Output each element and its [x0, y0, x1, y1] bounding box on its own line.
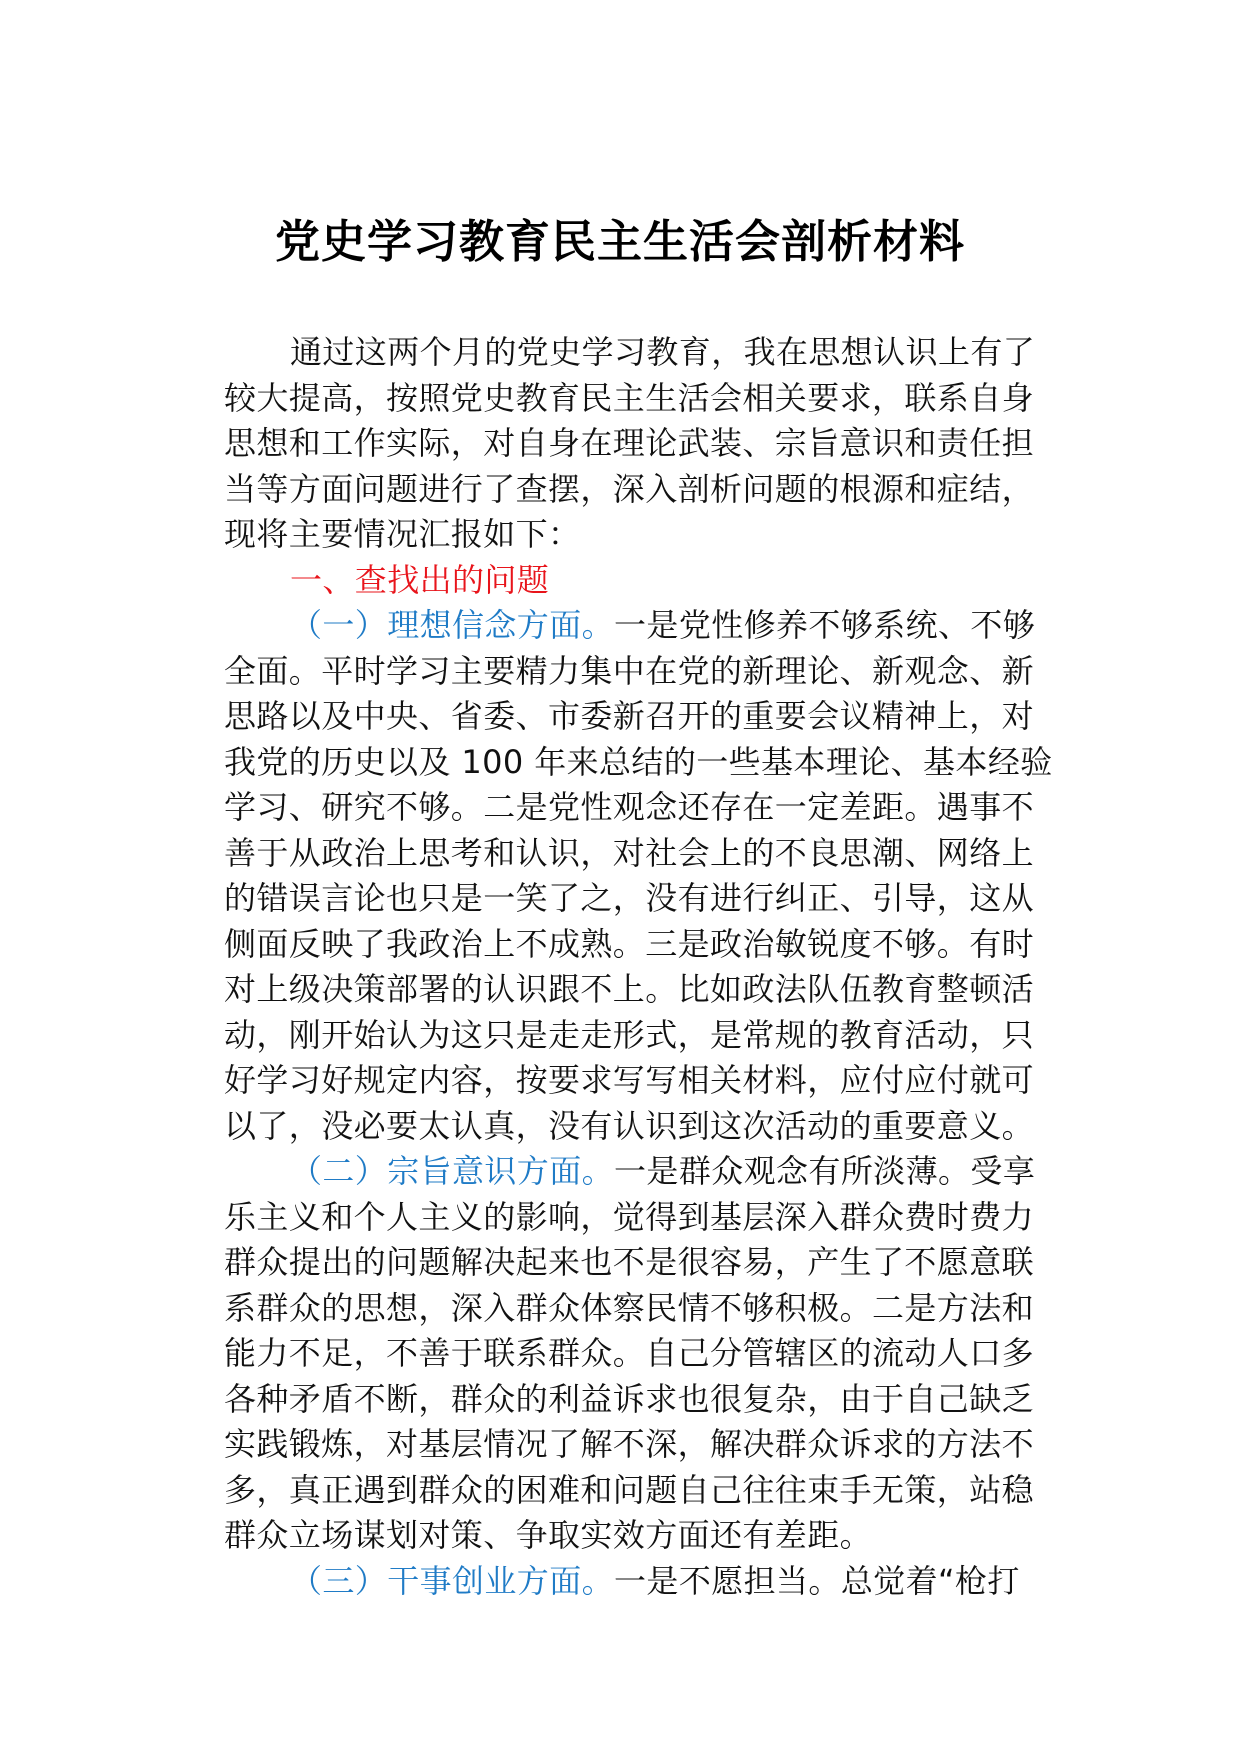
subsection-text: 一是群众观念有所淡薄。受享 [614, 1152, 1036, 1190]
subsection-first-line [224, 1149, 1086, 1195]
intro-line: 当等方面问题进行了查摆，深入剖析问题的根源和症结， [224, 469, 1035, 508]
subsection-first-line [224, 603, 1086, 649]
body-line: 乐主义和个人主义的影响，觉得到基层深入群众费时费力 [224, 1197, 1035, 1236]
intro-line: 通过这两个月的党史学习教育，我在思想认识上有了 [290, 333, 1036, 371]
intro-line: 较大提高，按照党史教育民主生活会相关要求，联系自身 [224, 378, 1035, 417]
body-line: 我党的历史以及 100 年来总结的一些基本理论、基本经验 [224, 742, 1053, 781]
section-heading-problems: 一、查找出的问题 [290, 560, 550, 599]
body-line: 系群众的思想，深入群众体察民情不够积极。二是方法和 [224, 1288, 1035, 1327]
body-line: 各种矛盾不断，群众的利益诉求也很复杂，由于自己缺乏 [224, 1379, 1035, 1418]
subsection-heading: （一）理想信念方面。 [290, 606, 615, 644]
subsection-entrepreneurship [224, 1559, 1086, 1605]
subsection-text: 一是不愿担当。总觉着“枪打 [614, 1561, 1020, 1600]
subsection-first-line [224, 1559, 1086, 1605]
body-line: 思路以及中央、省委、市委新召开的重要会议精神上，对 [224, 697, 1035, 735]
body-line: 多，真正遇到群众的困难和问题自己往往束手无策，站稳 [224, 1470, 1035, 1509]
body-line: 好学习好规定内容，按要求写写相关材料，应付应付就可 [224, 1061, 1035, 1099]
body-line: 学习、研究不够。二是党性观念还存在一定差距。遇事不 [224, 788, 1035, 826]
document-body [224, 330, 1086, 1604]
body-line: 动，刚开始认为这只是走走形式，是常规的教育活动，只 [224, 1015, 1035, 1054]
body-line: 全面。平时学习主要精力集中在党的新理论、新观念、新 [224, 651, 1035, 690]
body-line: 善于从政治上思考和认识，对社会上的不良思潮、网络上 [224, 833, 1035, 872]
intro-paragraph [224, 330, 1086, 558]
body-line: 对上级决策部署的认识跟不上。比如政法队伍教育整顿活 [224, 970, 1035, 1008]
subsection-heading: （二）宗旨意识方面。 [290, 1152, 615, 1190]
subsection-heading: （三）干事创业方面。 [290, 1561, 615, 1600]
intro-line: 现将主要情况汇报如下： [224, 515, 581, 553]
body-line: 群众提出的问题解决起来也不是很容易，产生了不愿意联 [224, 1243, 1035, 1281]
subsection-purpose [224, 1149, 1086, 1559]
subsection-text: 一是党性修养不够系统、不够 [614, 606, 1036, 644]
body-line: 群众立场谋划对策、争取实效方面还有差距。 [224, 1516, 873, 1554]
body-line: 的错误言论也只是一笑了之，没有进行纠正、引导，这从 [224, 879, 1035, 917]
body-line: 实践锻炼，对基层情况了解不深，解决群众诉求的方法不 [224, 1425, 1035, 1463]
body-line: 以了，没必要太认真，没有认识到这次活动的重要意义。 [224, 1106, 1035, 1145]
body-line: 侧面反映了我政治上不成熟。三是政治敏锐度不够。有时 [224, 924, 1035, 963]
body-line: 能力不足，不善于联系群众。自己分管辖区的流动人口多 [224, 1334, 1035, 1372]
document-title: 党史学习教育民主生活会剖析材料 [274, 215, 965, 268]
intro-line: 思想和工作实际，对自身在理论武装、宗旨意识和责任担 [224, 424, 1035, 462]
subsection-ideals [224, 603, 1086, 1149]
